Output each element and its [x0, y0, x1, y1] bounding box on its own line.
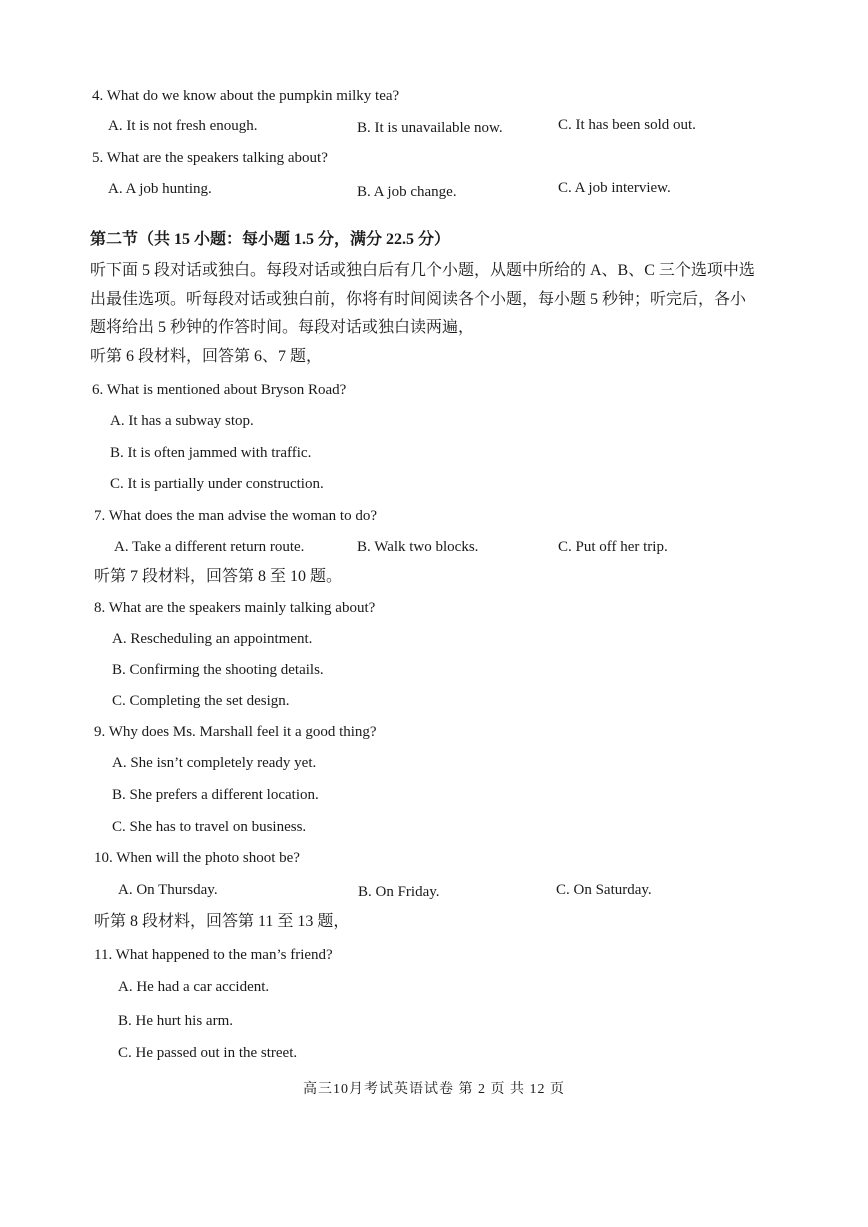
section-2-instruction-3: 题将给出 5 秒钟的作答时间。每段对话或独白读两遍， [90, 319, 475, 336]
material-7-header: 听第 7 段材料，回答第 8 至 10 题。 [94, 568, 343, 585]
question-10-option-b: B. On Friday. [358, 884, 440, 900]
question-10-stem: 10. When will the photo shoot be? [94, 850, 300, 866]
question-8-option-c: C. Completing the set design. [112, 693, 290, 709]
material-6-header: 听第 6 段材料，回答第 6、7 题， [90, 348, 323, 365]
question-6-option-c: C. It is partially under construction. [110, 476, 324, 492]
question-9-stem: 9. Why does Ms. Marshall feel it a good thing? [94, 724, 377, 740]
question-5-option-c: C. A job interview. [558, 180, 671, 196]
page-footer: 高三10月考试英语试卷 第 2 页 共 12 页 [303, 1082, 565, 1097]
question-9-option-c: C. She has to travel on business. [112, 819, 307, 835]
section-2-instruction-2: 出最佳选项。听每段对话或独白前，你将有时间阅读各个小题，每小题 5 秒钟；听完后，各小 [90, 291, 747, 308]
question-10-option-c: C. On Saturday. [556, 882, 652, 898]
question-4-option-a: A. It is not fresh enough. [108, 118, 258, 134]
section-2-title: 第二节（共 15 小题：每小题 1.5 分，满分 22.5 分） [90, 231, 451, 248]
question-6-option-b: B. It is often jammed with traffic. [110, 445, 312, 461]
section-2-instruction-1: 听下面 5 段对话或独白。每段对话或独白后有几个小题，从题中所给的 A、B、C 三个选项中选 [90, 262, 755, 279]
question-5-option-b: B. A job change. [357, 184, 457, 200]
question-8-option-a: A. Rescheduling an appointment. [112, 631, 313, 647]
question-10-option-a: A. On Thursday. [118, 882, 218, 898]
question-9-option-a: A. She isn’t completely ready yet. [112, 755, 317, 771]
question-11-option-b: B. He hurt his arm. [118, 1013, 233, 1029]
question-6-option-a: A. It has a subway stop. [110, 413, 254, 429]
question-7-option-c: C. Put off her trip. [558, 539, 668, 555]
question-9-option-b: B. She prefers a different location. [112, 787, 319, 803]
question-4-option-b: B. It is unavailable now. [357, 120, 503, 136]
question-7-option-b: B. Walk two blocks. [357, 539, 479, 555]
question-11-stem: 11. What happened to the man’s friend? [94, 947, 333, 963]
material-8-header: 听第 8 段材料，回答第 11 至 13 题， [94, 913, 350, 930]
question-8-stem: 8. What are the speakers mainly talking about? [94, 600, 376, 616]
question-5-option-a: A. A job hunting. [108, 181, 212, 197]
question-4-option-c: C. It has been sold out. [558, 117, 696, 133]
question-5-stem: 5. What are the speakers talking about? [92, 150, 328, 166]
question-8-option-b: B. Confirming the shooting details. [112, 662, 324, 678]
question-11-option-a: A. He had a car accident. [118, 979, 270, 995]
question-6-stem: 6. What is mentioned about Bryson Road? [92, 382, 347, 398]
question-4-stem: 4. What do we know about the pumpkin milky tea? [92, 88, 400, 104]
question-7-option-a: A. Take a different return route. [114, 539, 305, 555]
question-7-stem: 7. What does the man advise the woman to do? [94, 508, 377, 524]
question-11-option-c: C. He passed out in the street. [118, 1045, 298, 1061]
